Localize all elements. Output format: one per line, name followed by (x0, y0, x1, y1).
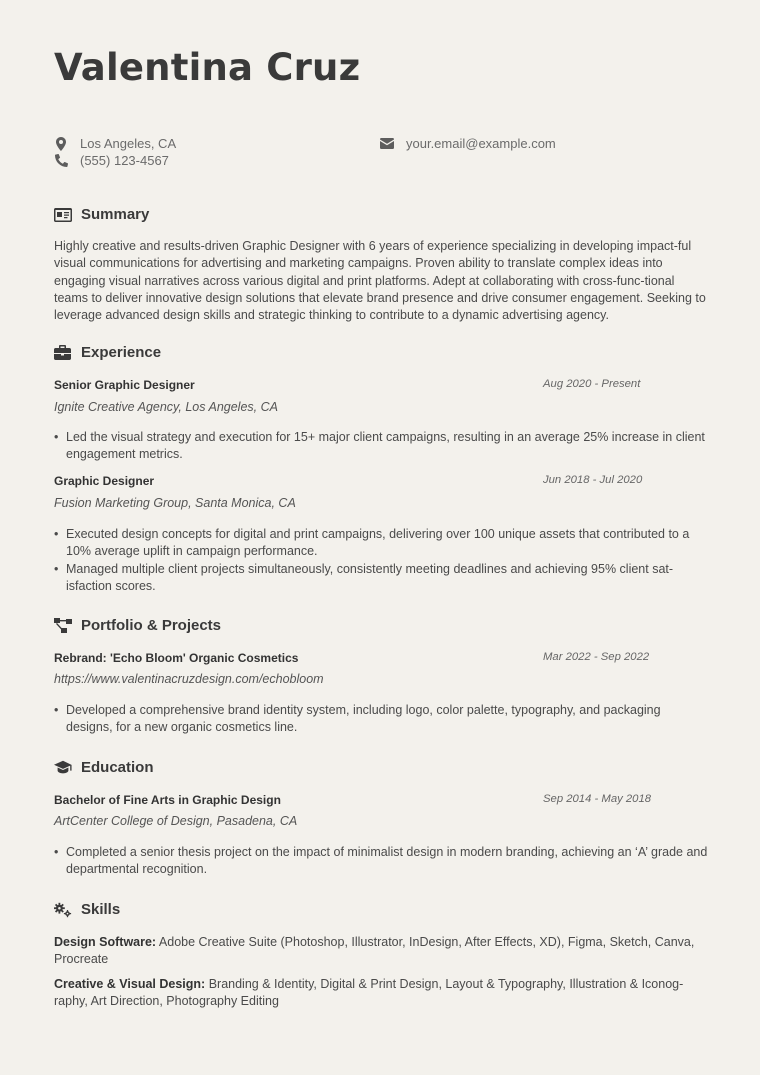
summary-text: Highly creative and results-driven Graphic Designer with 6 years of experience specializing in developing impact-ful visual communications for advertising and marketing campaigns. Proven ability to translate complex ideas into engaging visual narratives across various digital and print platforms. Adept at collaborating with cross-func-tional teams to deliver innovative design solutions that elevate brand presence and drive consumer engagement. Seeking to leverage advanced design skills and strategic thinking to contribute to a dynamic advertising agency. (54, 239, 706, 323)
job-title: Senior Graphic Designer (54, 378, 195, 392)
skill-label: Creative & Visual Design: (54, 977, 206, 991)
contact-email (380, 136, 556, 151)
skill-line (54, 976, 709, 1011)
job-dates: Jun 2018 - Jul 2020 (543, 474, 643, 486)
project-diagram-icon (54, 618, 72, 634)
job-dates: Aug 2020 - Present (543, 378, 641, 390)
section-title-portfolio (54, 617, 221, 634)
section-title-education (54, 759, 154, 776)
job-company: Fusion Marketing Group, Santa Monica, CA (54, 496, 296, 510)
bullet-item: • Completed a senior thesis project on the impact of minimalist design in modern branding, achieving an ‘A’ grade and departmental recognition. (54, 844, 709, 879)
map-marker-icon (54, 137, 68, 151)
contact-phone (54, 153, 169, 168)
bullet-item: • Developed a comprehensive brand identity system, including logo, color palette, typography, and packaging designs, for a new organic cosmetics line. (54, 702, 709, 737)
project-bullets (54, 702, 709, 737)
bullet-item: • Managed multiple client projects simultaneously, consistently meeting deadlines and achieving 95% client sat-isfaction scores. (54, 561, 709, 596)
education-bullets (54, 844, 709, 879)
project-url[interactable]: https://www.valentinacruzdesign.com/echobloom (54, 672, 324, 686)
job-title: Graphic Designer (54, 474, 155, 488)
education-heading: Education (81, 759, 154, 776)
graduation-cap-icon (54, 760, 72, 776)
portfolio-heading: Portfolio & Projects (81, 617, 222, 634)
degree-title: Bachelor of Fine Arts in Graphic Design (54, 793, 281, 807)
contact-location (54, 136, 176, 151)
id-card-icon (54, 207, 72, 223)
envelope-icon (380, 137, 394, 151)
skill-line (54, 934, 709, 969)
project-name: Rebrand: 'Echo Bloom' Organic Cosmetics (54, 651, 299, 665)
section-title-skills (54, 901, 120, 918)
skill-label: Design Software: (54, 935, 157, 949)
email-text[interactable]: your.email@example.com (406, 136, 556, 151)
summary-heading: Summary (81, 206, 150, 223)
phone-icon (54, 154, 68, 168)
bullet-item: • Executed design concepts for digital and print campaigns, delivering over 100 unique assets that contributed to a 10% average uplift in campaign performance. (54, 526, 709, 561)
education-dates: Sep 2014 - May 2018 (543, 793, 652, 805)
skill-value: Adobe Creative Suite (Photoshop, Illustrator, InDesign, After Effects, XD), Figma, Sketch, Canva, Procreate (54, 935, 695, 967)
briefcase-icon (54, 345, 72, 361)
school-name: ArtCenter College of Design, Pasadena, CA (54, 814, 298, 828)
cogs-icon (54, 902, 72, 918)
phone-text: (555) 123-4567 (80, 153, 169, 168)
location-text: Los Angeles, CA (80, 136, 177, 151)
bullet-item: • Led the visual strategy and execution for 15+ major client campaigns, resulting in an average 25% increase in client engagement metrics. (54, 429, 709, 464)
section-title-summary (54, 206, 149, 223)
job-bullets (54, 429, 709, 464)
skill-value: Branding & Identity, Digital & Print Design, Layout & Typography, Illustration & Iconog-raphy, Art Direction, Photography Editing (54, 977, 684, 1009)
job-company: Ignite Creative Agency, Los Angeles, CA (54, 400, 278, 414)
project-dates: Mar 2022 - Sep 2022 (543, 651, 650, 663)
section-title-experience (54, 344, 161, 361)
skills-heading: Skills (81, 901, 121, 918)
candidate-name: Valentina Cruz (54, 46, 361, 89)
job-bullets (54, 526, 709, 595)
experience-heading: Experience (81, 344, 162, 361)
